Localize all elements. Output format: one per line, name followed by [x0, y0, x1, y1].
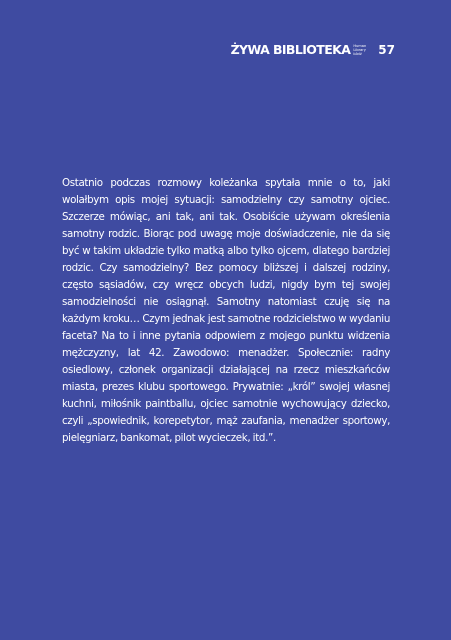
logo-subtitle-line: Łódź	[353, 52, 362, 56]
logo-subtitle	[353, 44, 366, 56]
body-paragraph: Ostatnio podczas rozmowy koleżanka spytała mnie o to, jaki wolałbym opis mojej sytuacji: samodzielny czy samotny ojciec. Szczerze mówiąc, ani tak, ani tak. Osobiście używam określenia samotny rodzic. Biorąc pod uwagę moje doświadczenie, nie da się być w takim układzie tylko matką albo tylko ojcem, dlatego bardziej rodzic. Czy samodzielny? Bez pomocy bliższej i dalszej rodziny, często sąsiadów, czy wręcz obcych ludzi, nigdy bym tej swojej samodzielności nie osiągnął. Samotny natomiast czuję się na każdym kroku… Czym jednak jest samotne rodzicielstwo w wydaniu faceta? Na to i inne pytania odpowiem z mojego punktu widzenia mężczyzny, lat 42. Zawodowo: menadżer. Społecznie: radny osiedlowy, członek organizacji działającej na rzecz mieszkańców miasta, prezes klubu sportowego. Prywatnie: „król” swojej własnej kuchni, miłośnik paintballu, ojciec samotnie wychowujący dziecko, czyli „spowiednik, korepetytor, mąż zaufania, menadżer sportowy, pielęgniarz, bankomat, pilot wycieczek, itd.”.	[62, 177, 390, 444]
page-number: 57	[378, 43, 395, 57]
logo-subtitle-line: Library	[353, 48, 366, 52]
page-header	[231, 40, 395, 60]
zywa-biblioteka-logo	[231, 40, 367, 60]
logo-subtitle-line: Human	[353, 44, 367, 48]
logo-text: ŻYWA BIBLIOTEKA	[230, 41, 351, 57]
